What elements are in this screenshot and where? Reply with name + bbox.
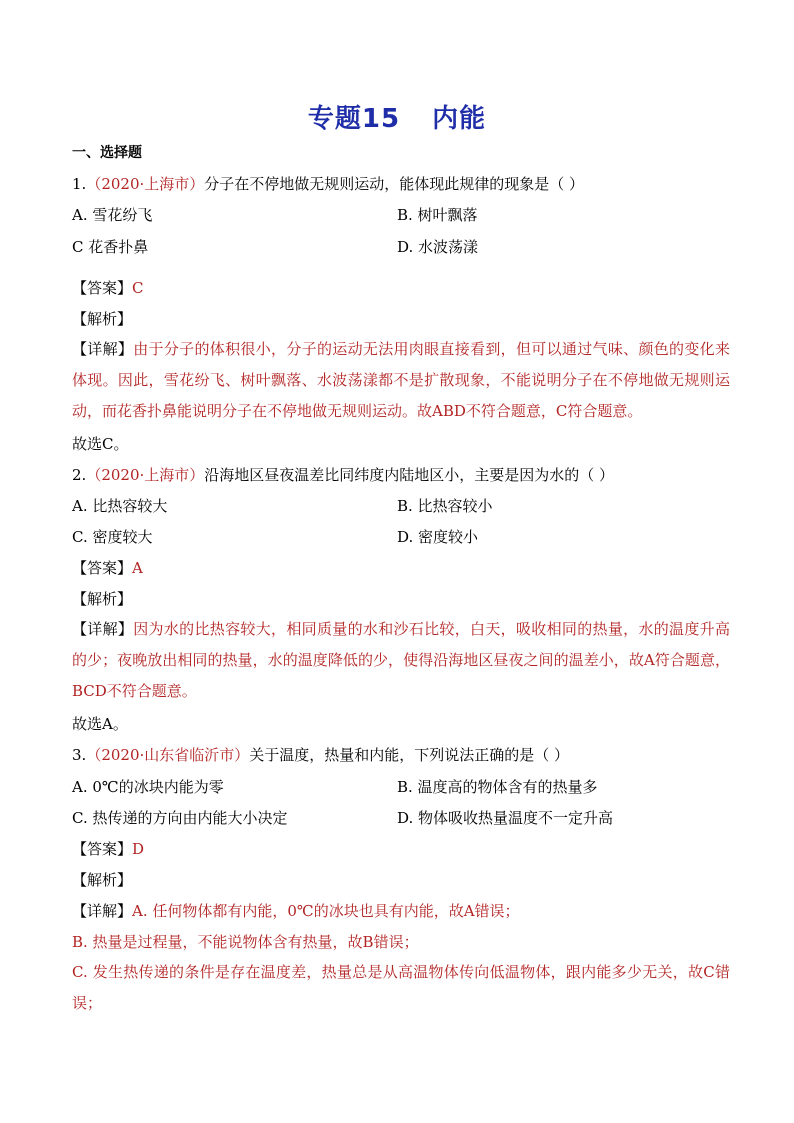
option-a: A. 雪花纷飞 [72, 206, 153, 224]
conclusion: 故选A。 [72, 715, 128, 733]
question-number: 2. [72, 466, 87, 484]
analysis-tag: 【解析】 [72, 590, 133, 608]
analysis-tag: 【解析】 [72, 310, 133, 328]
question-source: （2020·上海市） [86, 466, 205, 484]
answer-tag: 【答案】 [72, 279, 133, 297]
answer-line [72, 558, 143, 578]
question-text: 关于温度，热量和内能，下列说法正确的是（ ） [249, 746, 570, 764]
answer-value: D [132, 840, 145, 858]
option-b: B. 比热容较小 [397, 497, 493, 515]
detail-line-b: B. 热量是过程量，不能说物体含有热量，故B错误； [72, 933, 419, 951]
detail-tag: 【详解】 [72, 620, 134, 638]
answer-value: C [132, 279, 144, 297]
question-text: 分子在不停地做无规则运动，能体现此规律的现象是（ ） [204, 175, 585, 193]
detail-line-c: C. 发生热传递的条件是存在温度差，热量总是从高温物体传向低温物体，跟内能多少无关，故C错误； [72, 963, 730, 1012]
question-number: 3. [72, 746, 87, 764]
section-heading: 一、选择题 [72, 145, 142, 161]
question-1-stem [72, 174, 584, 194]
option-a: A. 比热容较大 [72, 497, 168, 515]
question-source: （2020·上海市） [86, 175, 205, 193]
answer-tag: 【答案】 [72, 559, 133, 577]
detail-line-a [72, 901, 520, 921]
option-b: B. 温度高的物体含有的热量多 [397, 778, 598, 796]
detail-tag: 【详解】 [72, 902, 133, 920]
option-d: D. 水波荡漾 [397, 238, 479, 256]
option-b: B. 树叶飘落 [397, 206, 478, 224]
option-d: D. 物体吸收热量温度不一定升高 [397, 809, 614, 827]
detail-paragraph [72, 614, 730, 707]
detail-text: 由于分子的体积很小，分子的运动无法用肉眼直接看到，但可以通过气味、颜色的变化来体现。因此，雪花纷飞、树叶飘落、水波荡漾都不是扩散现象，不能说明分子在不停地做无规则运动，而花香扑鼻能说明分子在不停地做无规则运动。故ABD不符合题意，C符合题意。 [72, 340, 730, 420]
answer-line [72, 839, 144, 859]
answer-line [72, 278, 144, 298]
question-2-stem [72, 465, 614, 485]
option-c: C. 密度较大 [72, 528, 153, 546]
detail-text: 因为水的比热容较大，相同质量的水和沙石比较，白天，吸收相同的热量，水的温度升高的少；夜晚放出相同的热量，水的温度降低的少，使得沿海地区昼夜之间的温差小，故A符合题意，BCD不符合题意。 [72, 620, 730, 700]
answer-tag: 【答案】 [72, 840, 133, 858]
question-source: （2020·山东省临沂市） [86, 746, 250, 764]
analysis-tag: 【解析】 [72, 871, 133, 889]
answer-value: A [132, 559, 143, 577]
question-text: 沿海地区昼夜温差比同纬度内陆地区小，主要是因为水的（ ） [204, 466, 615, 484]
detail-paragraph [72, 334, 730, 427]
option-a: A. 0℃的冰块内能为零 [72, 778, 224, 796]
question-3-stem [72, 745, 569, 765]
detail-text-a: A. 任何物体都有内能，0℃的冰块也具有内能，故A错误； [132, 902, 520, 920]
title-topic: 专题 [307, 104, 362, 134]
option-c: C 花香扑鼻 [72, 238, 149, 256]
title-name: 内能 [432, 104, 487, 134]
detail-tag: 【详解】 [72, 340, 134, 358]
conclusion: 故选C。 [72, 435, 129, 453]
page-title [0, 98, 794, 135]
option-c: C. 热传递的方向由内能大小决定 [72, 809, 288, 827]
title-number: 15 [361, 104, 401, 134]
question-number: 1. [72, 175, 87, 193]
option-d: D. 密度较小 [397, 528, 479, 546]
